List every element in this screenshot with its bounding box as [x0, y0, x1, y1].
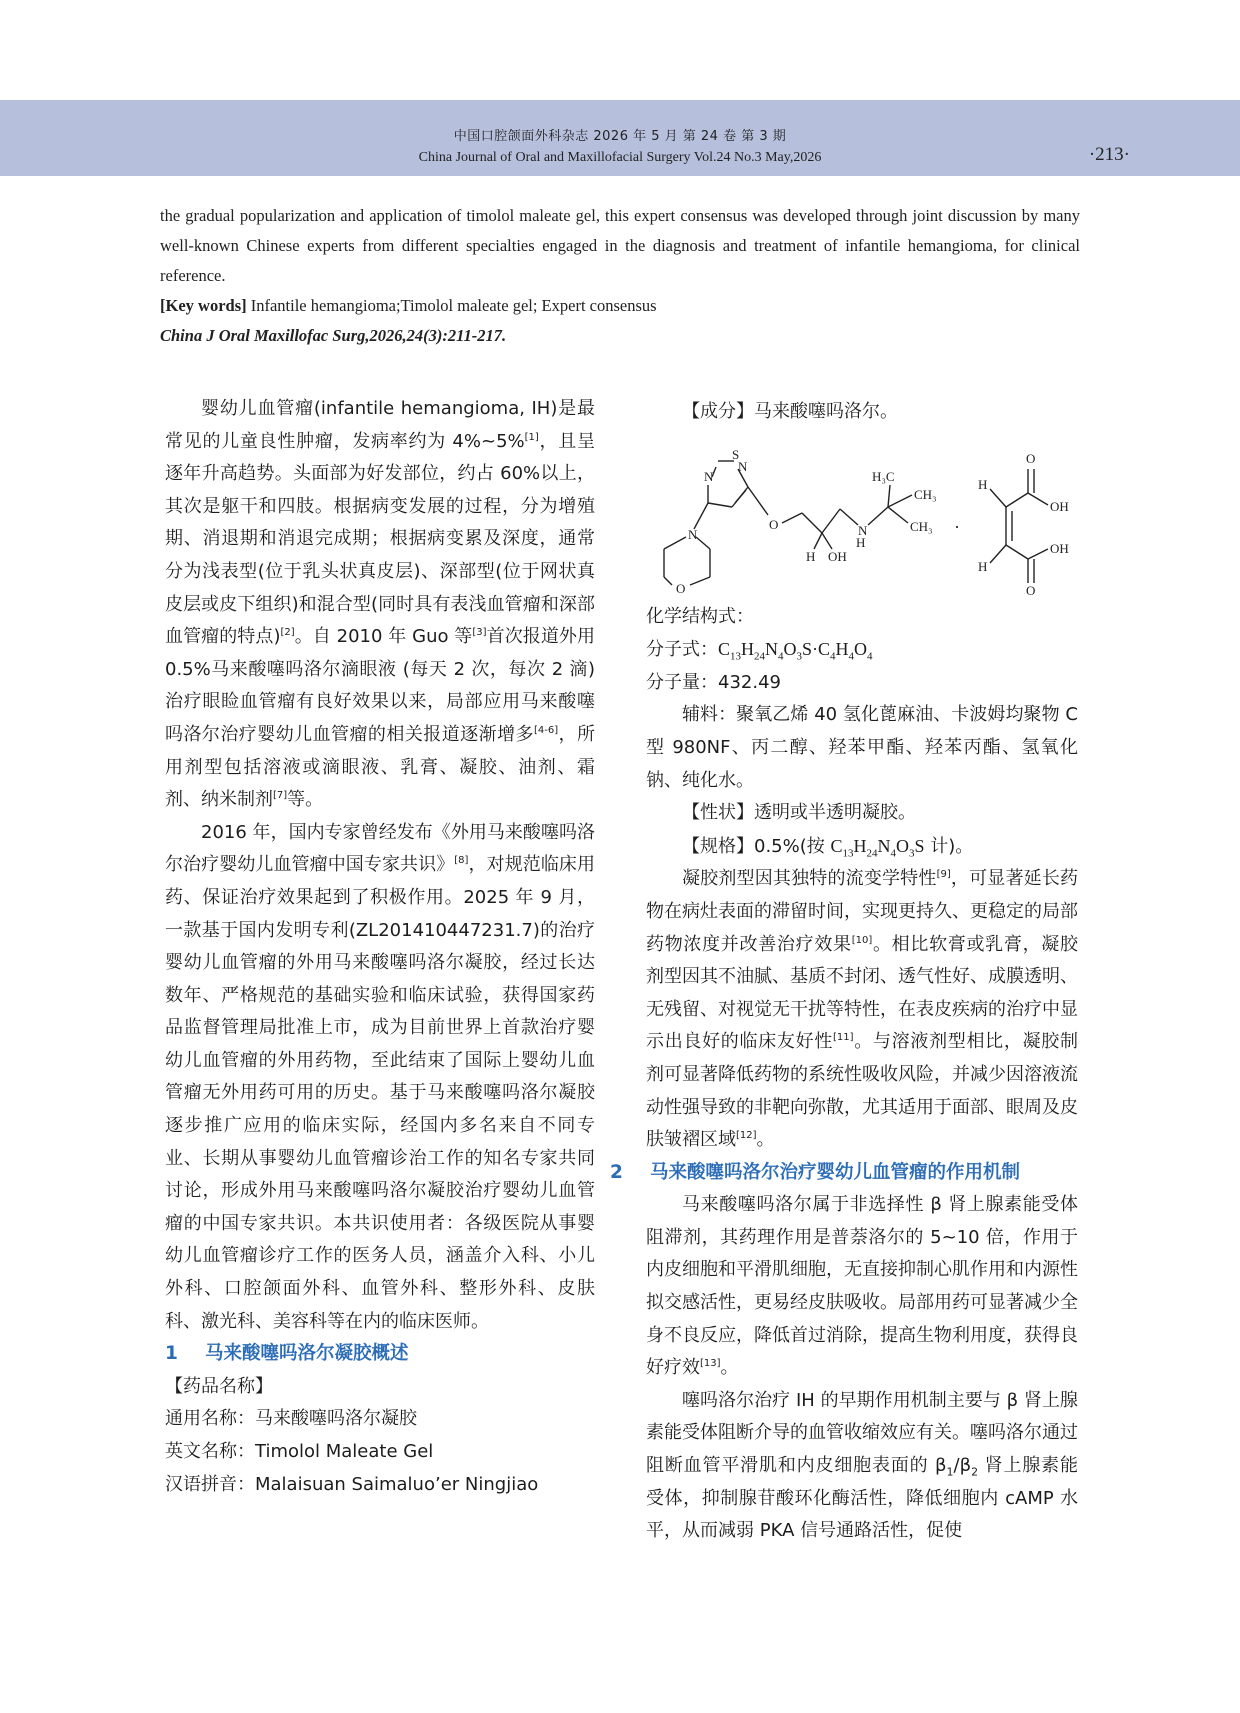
- key-words: [160, 291, 1080, 321]
- text-run: 首次报道外用 0.5%马来酸噻吗洛尔滴眼液 (每天 2 次，每次 2 滴)治疗眼睑血管瘤有良好效果以来，局部应用马来酸噻吗洛尔治疗婴幼儿血管瘤的相关报道逐渐增多: [165, 626, 595, 745]
- reference-mark: [1]: [524, 431, 539, 443]
- text-run: ，对规范临床用药、保证治疗效果起到了积极作用。2025 年 9 月，一款基于国内发明专利(ZL201410447231.7)的治疗婴幼儿血管瘤的外用马来酸噻吗洛尔凝胶，经过长达数年、严格规范的基础实验和临床试验，获得国家药品监督管理局批准上市，成为目前世界上首款治疗婴幼儿血管瘤的外用药物，至此结束了国际上婴幼儿血管瘤无外用药可用的历史。基于马来酸噻吗洛尔凝胶逐步推广应用的临床实际，经国内多名来自不同专业、长期从事婴幼儿血管瘤诊治工作的知名专家共同讨论，形成外用马来酸噻吗洛尔凝胶治疗婴幼儿血管瘤的中国专家共识。本共识使用者：各级医院从事婴幼儿血管瘤诊疗工作的医务人员，涵盖介入科、小儿外科、口腔颌面外科、血管外科、整形外科、皮肤科、激光科、美容科等在内的临床医师。: [165, 854, 596, 1332]
- group-ch3-2: CH₃: [910, 518, 933, 534]
- journal-title-en: China Journal of Oral and Maxillofacial Surgery Vol.24 No.3 May,2026: [418, 150, 822, 165]
- atom-n-ring-2: N: [738, 458, 748, 474]
- section-heading-1: [165, 1338, 595, 1371]
- salt-dot: ·: [954, 516, 960, 537]
- section-number: 2: [610, 1161, 623, 1183]
- paragraph-history: [165, 817, 595, 1339]
- text-run: 。自 2010 年 Guo 等: [294, 626, 473, 648]
- atom-h-amine: H: [856, 534, 866, 550]
- atom-o-maleic-1: O: [1026, 450, 1036, 466]
- paragraph-mechanism-2: [646, 1385, 1078, 1548]
- generic-name: 通用名称：马来酸噻吗洛尔凝胶: [165, 1408, 417, 1430]
- paragraph-mechanism-1: [646, 1189, 1078, 1385]
- reference-mark: [11]: [833, 1032, 854, 1044]
- specification: 【规格】0.5%(按 $C_{13}H_{24}N_4O_3S$ 计)。: [682, 835, 974, 860]
- paragraph-intro: [165, 393, 595, 817]
- abstract: [160, 201, 1080, 351]
- text-run: ，可显著延长药物在病灶表面的滞留时间，实现更持久、更稳定的局部药物浓度并改善治疗效果: [646, 868, 1079, 955]
- molecular-formula: 分子式：$C_{13}H_{24}N_4O_3S\cdot C_4H_4O_4$: [646, 639, 873, 663]
- text-run: 。相比软膏或乳膏，凝胶剂型因其不油腻、基质不封闭、透气性好、成膜透明、无残留、对视觉无干扰等特性，在表皮疾病的治疗中显示出良好的临床友好性: [646, 933, 1078, 1053]
- drug-name-block: [165, 1371, 595, 1501]
- reference-mark: [8]: [454, 855, 469, 867]
- drug-name-label: 【药品名称】: [165, 1375, 273, 1397]
- text-run: 2016 年，国内专家曾经发布《外用马来酸噻吗洛尔治疗婴幼儿血管瘤中国专家共识》: [165, 821, 595, 876]
- text-run: 等。: [287, 789, 324, 811]
- chemical-structure-label: 化学结构式：: [646, 605, 754, 627]
- atom-o-ether: O: [769, 516, 779, 532]
- atom-oh-maleic-1: OH: [1050, 498, 1069, 514]
- reference-mark: [2]: [280, 627, 295, 639]
- molecular-weight: 分子量：432.49: [646, 671, 781, 693]
- atom-n-morpholine: N: [688, 526, 698, 542]
- reference-mark: [12]: [736, 1130, 757, 1142]
- excipients: 辅料：聚氧乙烯 40 氢化蓖麻油、卡波姆均聚物 C 型 980NF、丙二醇、羟苯甲酯、羟苯丙酯、氢氧化钠、纯化水。: [646, 704, 1078, 791]
- english-name: 英文名称：Timolol Maleate Gel: [165, 1441, 434, 1462]
- text-run: 噻吗洛尔治疗 IH 的早期作用机制主要与 β 肾上腺素能受体阻断介导的血管收缩效应有关。噻吗洛尔通过阻断血管平滑肌和内皮细胞表面的 β: [646, 1389, 1078, 1477]
- atom-s: S: [732, 446, 740, 462]
- atom-n-amine: N: [858, 522, 868, 538]
- text-run: /β: [953, 1455, 972, 1477]
- group-ch3-1: CH₃: [914, 486, 937, 502]
- spec-end: 计)。: [924, 835, 974, 857]
- chemical-structure: [636, 437, 1078, 597]
- pinyin-name: 汉语拼音：Malaisuan Saimaluo’er Ningjiao: [165, 1473, 539, 1495]
- key-words-list: Infantile hemangioma;Timolol maleate gel; Expert consensus: [246, 296, 657, 315]
- text-run: 凝胶剂型因其独特的流变学特性: [682, 868, 937, 890]
- section-title: 马来酸噻吗洛尔治疗婴幼儿血管瘤的作用机制: [650, 1161, 1021, 1183]
- paragraph-gel: [646, 863, 1078, 1156]
- subscript: 1: [946, 1465, 954, 1479]
- reference-mark: [10]: [851, 934, 873, 946]
- section-number: 1: [165, 1343, 178, 1365]
- section-heading-2: [610, 1157, 1078, 1190]
- atom-h-maleic-1: H: [978, 476, 988, 492]
- molecular-formula-label: 分子式：: [646, 639, 718, 661]
- spec-label: 【规格】0.5%(按: [682, 835, 831, 857]
- chemical-structure-diagram: [636, 437, 1076, 597]
- ingredient: 【成分】马来酸噻吗洛尔。: [682, 401, 898, 422]
- key-words-label: [Key words]: [160, 296, 247, 315]
- right-column: [610, 396, 1079, 1548]
- text-run: 。: [720, 1357, 739, 1379]
- reference-mark: [3]: [472, 627, 487, 639]
- atom-o-maleic-2: O: [1026, 582, 1036, 597]
- group-h3c: H₃C: [872, 468, 895, 484]
- reference-mark: [4-6]: [533, 724, 559, 736]
- atom-h-maleic-2: H: [978, 558, 988, 574]
- page-number: ·213·: [1088, 144, 1130, 165]
- text-run: ，且呈逐年升高趋势。头面部为好发部位，约占 60%以上，其次是躯干和四肢。根据病变发展的过程，分为增殖期、消退期和消退完成期；根据病变累及深度，通常分为浅表型(位于乳头状真皮层)、深部型(位于网状真皮层或皮下组织)和混合型(同时具有表浅血管瘤和深部血管瘤的特点): [165, 430, 595, 648]
- section-title: 马来酸噻吗洛尔凝胶概述: [205, 1343, 409, 1365]
- text-run: ，所用剂型包括溶液或滴眼液、乳膏、凝胶、油剂、霜剂、纳米制剂: [165, 723, 596, 811]
- text-run: 婴幼儿血管瘤(infantile hemangioma, IH)是最常见的儿童良性肿瘤，发病率约为 4%~5%: [165, 398, 595, 452]
- text-run: 肾上腺素能受体，抑制腺苷酸环化酶活性，降低细胞内 cAMP 水平，从而减弱 PKA 信号通路活性，促使: [646, 1455, 1078, 1542]
- text-run: 马来酸噻吗洛尔属于非选择性 β 肾上腺素能受体阻滞剂，其药理作用是普萘洛尔的 5~10 倍，作用于内皮细胞和平滑肌细胞，无直接抑制心肌作用和内源性拟交感活性，更易经皮肤吸收。局部用药可显著减少全身不良反应，降低首过消除，提高生物利用度，获得良好疗效: [646, 1194, 1078, 1379]
- reference-mark: [13]: [700, 1358, 721, 1370]
- text-run: 。与溶液剂型相比，凝胶制剂可显著降低药物的系统性吸收风险，并减少因溶液流动性强导致的非靶向弥散，尤其适用于面部、眼周及皮肤皱褶区域: [646, 1031, 1078, 1151]
- atom-h-stereo: H: [806, 548, 816, 564]
- subscript: 2: [971, 1465, 979, 1479]
- atom-o-morpholine: O: [676, 580, 686, 596]
- atom-oh-stereo: OH: [828, 548, 847, 564]
- citation: China J Oral Maxillofac Surg,2026,24(3):211-217.: [160, 326, 507, 345]
- atom-n-ring-1: N: [704, 468, 714, 484]
- atom-oh-maleic-2: OH: [1050, 540, 1069, 556]
- reference-mark: [9]: [936, 869, 951, 881]
- left-column: [165, 393, 595, 1501]
- text-run: 。: [756, 1129, 775, 1151]
- abstract-text: the gradual popularization and application of timolol maleate gel, this expert consensus was developed through joint discussion by many well-known Chinese experts from different specialties engaged in the diagnosis and treatment of infantile hemangioma, for clinical reference.: [160, 206, 1080, 285]
- journal-title-cn: 中国口腔颌面外科杂志 2026 年 5 月 第 24 卷 第 3 期: [453, 129, 787, 144]
- reference-mark: [7]: [273, 790, 288, 802]
- property: 【性状】透明或半透明凝胶。: [682, 802, 916, 824]
